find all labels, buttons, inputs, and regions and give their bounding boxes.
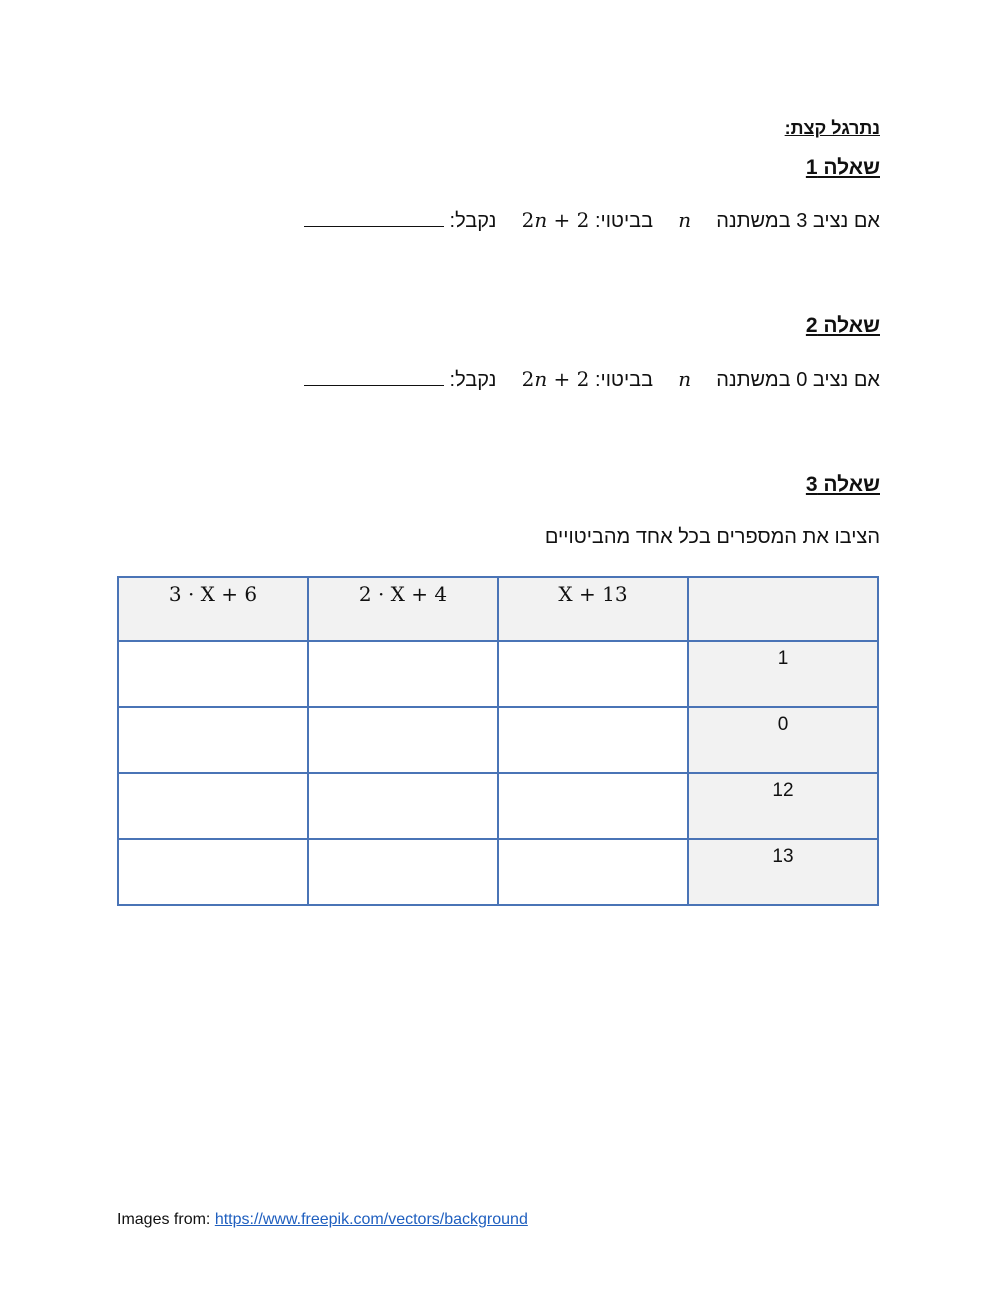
answer-cell[interactable] xyxy=(498,707,688,773)
substitution-table xyxy=(117,576,879,906)
table-row xyxy=(118,641,878,707)
row-value-label: 13 xyxy=(688,839,878,905)
question-1-suffix: נקבל: xyxy=(449,210,497,232)
question-1-mid: בביטוי: xyxy=(594,210,654,232)
header-3x-plus-6: 3 · X + 6 xyxy=(118,577,308,641)
question-2-variable: n xyxy=(678,367,692,391)
answer-cell[interactable] xyxy=(308,839,498,905)
question-2-suffix: נקבל: xyxy=(449,369,497,391)
row-value-label: 12 xyxy=(688,773,878,839)
image-credit xyxy=(117,1211,528,1229)
answer-cell[interactable] xyxy=(498,839,688,905)
answer-cell[interactable] xyxy=(118,839,308,905)
answer-cell[interactable] xyxy=(308,641,498,707)
header-x-plus-13: X + 13 xyxy=(498,577,688,641)
table-row xyxy=(118,839,878,905)
freepik-link[interactable]: https://www.freepik.com/vectors/background xyxy=(214,1211,528,1228)
answer-cell[interactable] xyxy=(118,641,308,707)
row-value-label: 0 xyxy=(688,707,878,773)
question-1-expression: 2n + 2 xyxy=(521,208,590,232)
table-row xyxy=(118,773,878,839)
question-2-expression: 2n + 2 xyxy=(521,367,590,391)
row-value-label: 1 xyxy=(688,641,878,707)
image-credit-prefix: Images from: xyxy=(117,1211,215,1228)
answer-cell[interactable] xyxy=(118,707,308,773)
question-3-instruction: הציבו את המספרים בכל אחד מהביטויים xyxy=(544,526,880,548)
question-2-text xyxy=(304,367,880,392)
question-1-variable: n xyxy=(678,208,692,232)
table-row xyxy=(118,707,878,773)
question-3-title: שאלה 3 xyxy=(805,473,880,496)
question-1-prefix: אם נציב 3 במשתנה xyxy=(716,210,880,232)
header-corner xyxy=(688,577,878,641)
question-1-text xyxy=(304,208,880,233)
answer-cell[interactable] xyxy=(498,641,688,707)
answer-cell[interactable] xyxy=(118,773,308,839)
answer-cell[interactable] xyxy=(308,773,498,839)
question-1-answer-blank[interactable] xyxy=(304,208,444,227)
question-2-title: שאלה 2 xyxy=(805,314,880,337)
question-2-prefix: אם נציב 0 במשתנה xyxy=(716,369,880,391)
answer-cell[interactable] xyxy=(308,707,498,773)
table-header-row xyxy=(118,577,878,641)
answer-cell[interactable] xyxy=(498,773,688,839)
header-2x-plus-4: 2 · X + 4 xyxy=(308,577,498,641)
question-2-answer-blank[interactable] xyxy=(304,367,444,386)
intro-heading: נתרגל קצת: xyxy=(784,118,880,138)
question-2-mid: בביטוי: xyxy=(594,369,654,391)
question-1-title: שאלה 1 xyxy=(805,156,880,179)
